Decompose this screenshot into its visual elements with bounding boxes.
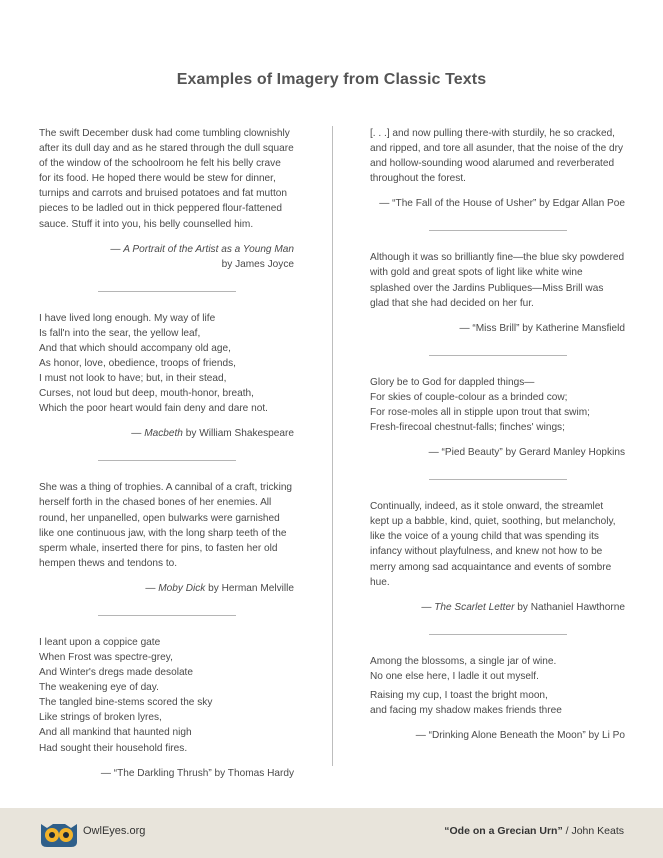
footer-work-author: / John Keats — [562, 825, 624, 837]
excerpt-text-line: Among the blossoms, a single jar of wine. — [370, 655, 557, 667]
excerpt-text-line: I have lived long enough. My way of life — [39, 312, 216, 324]
excerpt-text-line: Is fall'n into the sear, the yellow leaf, — [39, 327, 201, 339]
excerpt-citation — [370, 196, 625, 211]
excerpt-citation — [370, 728, 625, 743]
citation-author: by Herman Melville — [205, 582, 294, 594]
excerpt-text-line: Glory be to God for dappled things— — [370, 376, 535, 388]
excerpt-text-line: Curses, not loud but deep, mouth-honor, breath, — [39, 388, 254, 400]
excerpt-separator — [429, 355, 567, 356]
excerpt-block — [370, 250, 625, 335]
citation-title: Macbeth — [144, 428, 183, 440]
excerpt-text-line: Although it was so brilliantly fine—the blue sky powdered with gold and great spots of light like white wine splashed over the Jardins Publiques—Miss Brill was glad that she had decided on her fur. — [370, 252, 625, 309]
excerpt-text-line: Had sought their household fires. — [39, 742, 188, 754]
excerpt-block — [39, 480, 294, 596]
excerpt-text-line: For rose-moles all in stipple upon trout that swim; — [370, 406, 590, 418]
excerpt-citation — [39, 242, 294, 272]
excerpt-text-line: Which the poor heart would fain deny and dare not. — [39, 403, 268, 415]
citation-prefix: — — [145, 582, 159, 594]
citation-prefix: — “The Darkling Thrush” by Thomas Hardy — [100, 767, 294, 779]
excerpt-separator — [429, 479, 567, 480]
excerpt-text-line: I must not look to have; but, in their stead, — [39, 373, 227, 385]
citation-prefix: — “Pied Beauty” by Gerard Manley Hopkins — [428, 447, 625, 459]
column-divider — [332, 126, 333, 766]
excerpt-text-line: Fresh-firecoal chestnut-falls; finches' wings; — [370, 422, 565, 434]
page-title: Examples of Imagery from Classic Texts — [176, 71, 487, 88]
citation-author: by James Joyce — [221, 258, 294, 270]
excerpt-separator — [429, 230, 567, 231]
excerpt-block — [39, 635, 294, 781]
excerpt-block — [370, 126, 625, 211]
excerpt-text-line: And that which should accompany old age, — [39, 342, 231, 354]
excerpt-citation — [370, 321, 625, 336]
excerpt-block — [39, 126, 294, 272]
citation-prefix: — — [131, 428, 145, 440]
excerpt-text-line: [. . .] and now pulling there-with sturdily, he so cracked, and ripped, and tore all asunder, that the noise of the dry and hollow-sounding wood alarumed and reverberated throughout the forest. — [370, 128, 624, 185]
footer-work-title: “Ode on a Grecian Urn” — [444, 825, 563, 837]
excerpt-text-line: Continually, indeed, as it stole onward, the streamlet kept up a babble, kind, quiet, soothing, but melancholy, like the voice of a young child that was spending its infancy without playfulness, and knew not how to be merry among sad acquaintance and events of sombre hue. — [370, 501, 616, 588]
left-column — [39, 126, 294, 781]
excerpt-text-line: The weakening eye of day. — [39, 682, 159, 694]
owl-logo-icon[interactable] — [39, 818, 79, 848]
citation-prefix: — “The Fall of the House of Usher” by Edgar Allan Poe — [379, 198, 625, 210]
excerpt-text-line: And Winter's dregs made desolate — [39, 667, 193, 679]
excerpt-text-line: When Frost was spectre-grey, — [39, 651, 173, 663]
citation-title: Moby Dick — [158, 582, 206, 594]
excerpt-citation — [370, 600, 625, 615]
citation-prefix: — “Drinking Alone Beneath the Moon” by Li Po — [415, 730, 625, 742]
excerpt-text-line: As honor, love, obedience, troops of friends, — [39, 357, 236, 369]
citation-prefix: — — [421, 601, 435, 613]
excerpt-separator — [98, 291, 236, 292]
excerpt-text-line: Raising my cup, I toast the bright moon, — [370, 689, 548, 701]
excerpt-block — [39, 311, 294, 442]
citation-prefix: — “Miss Brill” by Katherine Mansfield — [459, 322, 625, 334]
excerpt-text-line: The swift December dusk had come tumbling clownishly after its dull day and as he stared through the dull square of the window of the schoolroom he felt his belly crave for its food. He hoped there would be stew for dinner, turnips and carrots and bruised potatoes and fat mutton pieces to be ladled out in thick peppered flour-fattened sauce. Stuff it into you, his belly counselled him. — [39, 128, 294, 230]
footer-work-label — [444, 825, 624, 837]
excerpt-text-line: For skies of couple-colour as a brinded cow; — [370, 391, 568, 403]
excerpt-citation — [39, 766, 294, 781]
logo-text[interactable]: OwlEyes.org — [83, 825, 146, 837]
excerpt-text-line: No one else here, I ladle it out myself. — [370, 670, 539, 682]
excerpt-text-line: Like strings of broken lyres, — [39, 712, 162, 724]
excerpt-separator — [98, 460, 236, 461]
citation-title: A Portrait of the Artist as a Young Man — [123, 243, 294, 255]
excerpt-text-line: I leant upon a coppice gate — [39, 636, 161, 648]
excerpt-text-line: The tangled bine-stems scored the sky — [39, 697, 213, 709]
excerpt-text-line: And all mankind that haunted nigh — [39, 727, 192, 739]
citation-author: by William Shakespeare — [182, 428, 294, 440]
excerpt-citation — [39, 426, 294, 441]
citation-title: The Scarlet Letter — [434, 601, 515, 613]
citation-prefix: — — [110, 243, 124, 255]
excerpt-block — [370, 654, 625, 743]
excerpt-text-line: She was a thing of trophies. A cannibal of a craft, tricking herself forth in the chased bones of her enemies. All round, her unpanelled, open bulwarks were garnished like one continuous jaw, with the long sharp teeth of the sperm whale, inserted there for pins, to fasten her old hempen thews and tendons to. — [39, 482, 293, 569]
right-column — [370, 126, 625, 743]
excerpt-separator — [429, 634, 567, 635]
excerpt-text-line: and facing my shadow makes friends three — [370, 704, 562, 716]
excerpt-separator — [98, 615, 236, 616]
excerpt-citation — [370, 445, 625, 460]
footer — [0, 808, 663, 858]
excerpt-citation — [39, 581, 294, 596]
excerpt-block — [370, 375, 625, 460]
excerpt-block — [370, 499, 625, 615]
citation-author: by Nathaniel Hawthorne — [514, 601, 625, 613]
